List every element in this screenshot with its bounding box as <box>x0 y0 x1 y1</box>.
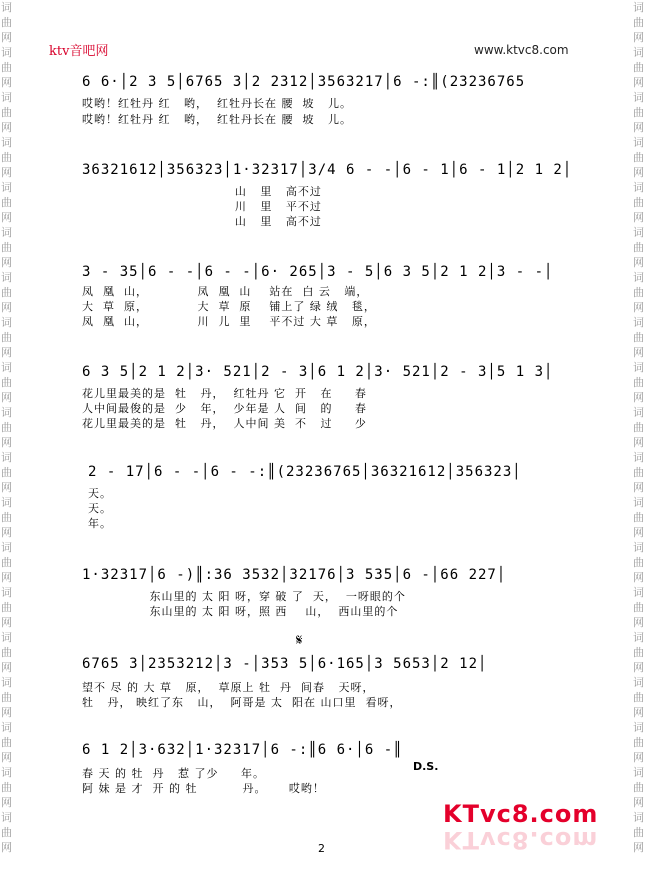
page-number: 2 <box>318 842 325 855</box>
lyric-line: 川 里 平不过 <box>82 200 322 213</box>
watermark-left: 词曲网词曲网词曲网词曲网词曲网词曲网词曲网词曲网词曲网词曲网词曲网词曲网词曲网词曲网词曲网词曲网词曲网词曲网词曲网 <box>1 1 12 854</box>
lyric-line: 望不 尽 的 大 草 原， 草原上 牡 丹 间春 天呀， <box>82 681 375 694</box>
notation-line: 36321612│356323│1·32317│3/4 6 - -│6 - 1│6 - 1│2 1 2│ <box>82 162 573 178</box>
lyric-line: 年。 <box>88 517 112 530</box>
notation-line: 1·32317│6 -)║:36 3532│32176│3 535│6 -│66 227│ <box>82 567 507 583</box>
lyric-line: 花儿里最美的是 牡 丹， 红牡丹 它 开 在 春 <box>82 387 367 400</box>
lyric-line: 哎哟！红牡丹 红 哟， 红牡丹长在 腰 坡 儿。 <box>82 113 352 126</box>
site-url[interactable]: www.ktvc8.com <box>474 43 569 57</box>
lyric-line: 东山里的 太 阳 呀，穿 破 了 天， 一呀眼的个 <box>82 590 406 603</box>
ktv-logo: KTvc8.com <box>443 800 599 828</box>
lyric-line: 大 草 原， 大 草 原 铺上了 绿 绒 毯， <box>82 300 376 313</box>
lyric-line: 山 里 高不过 <box>82 215 322 228</box>
lyric-line: 凤 凰 山， 川 儿 里 平不过 大 草 原， <box>82 315 376 328</box>
brand-label: ktv音吧网 <box>49 44 109 59</box>
lyric-line: 花儿里最美的是 牡 丹， 人中间 美 不 过 少 <box>82 417 367 430</box>
lyric-line: 阿 妹 是 才 开 的 牡 丹。 哎哟！ <box>82 782 325 795</box>
ktv-logo-reflection: KTvc8.com <box>443 826 599 854</box>
notation-line: 2 - 17│6 - -│6 - -:║(23236765│36321612│356323│ <box>88 464 522 480</box>
notation-line: 6 6·│2 3 5│6765 3│2 2312│3563217│6 -:║(23236765 <box>82 74 526 90</box>
lyric-line: 春 天 的 牡 丹 惹 了少 年。 <box>82 767 265 780</box>
lyric-line: 天。 <box>88 502 112 515</box>
lyric-line: 人中间最俊的是 少 年， 少年是 人 间 的 春 <box>82 402 367 415</box>
segno-mark: 𝄋 <box>296 631 303 649</box>
watermark-right: 词曲网词曲网词曲网词曲网词曲网词曲网词曲网词曲网词曲网词曲网词曲网词曲网词曲网词曲网词曲网词曲网词曲网词曲网词曲网 <box>633 1 644 854</box>
lyric-line: 凤 凰 山， 凤 凰 山 站在 白 云 端， <box>82 285 369 298</box>
notation-line: 3 - 35│6 - -│6 - -│6· 265│3 - 5│6 3 5│2 1 2│3 - -│ <box>82 264 554 280</box>
notation-line: 6 1 2│3·632│1·32317│6 -:║6 6·│6 -║ <box>82 742 403 758</box>
ds-mark: D.S. <box>413 760 439 773</box>
lyric-line: 天。 <box>88 487 112 500</box>
lyric-line: 牡 丹， 映红了东 山， 阿哥是 太 阳在 山口里 看呀， <box>82 696 402 709</box>
lyric-line: 东山里的 太 阳 呀，照 西 山， 西山里的个 <box>82 605 399 618</box>
notation-line: 6765 3│2353212│3 -│353 5│6·165│3 5653│2 12│ <box>82 656 488 672</box>
lyric-line: 山 里 高不过 <box>82 185 322 198</box>
notation-line: 6 3 5│2 1 2│3· 521│2 - 3│6 1 2│3· 521│2 - 3│5 1 3│ <box>82 364 554 380</box>
lyric-line: 哎哟！红牡丹 红 哟， 红牡丹长在 腰 坡 儿。 <box>82 97 352 110</box>
